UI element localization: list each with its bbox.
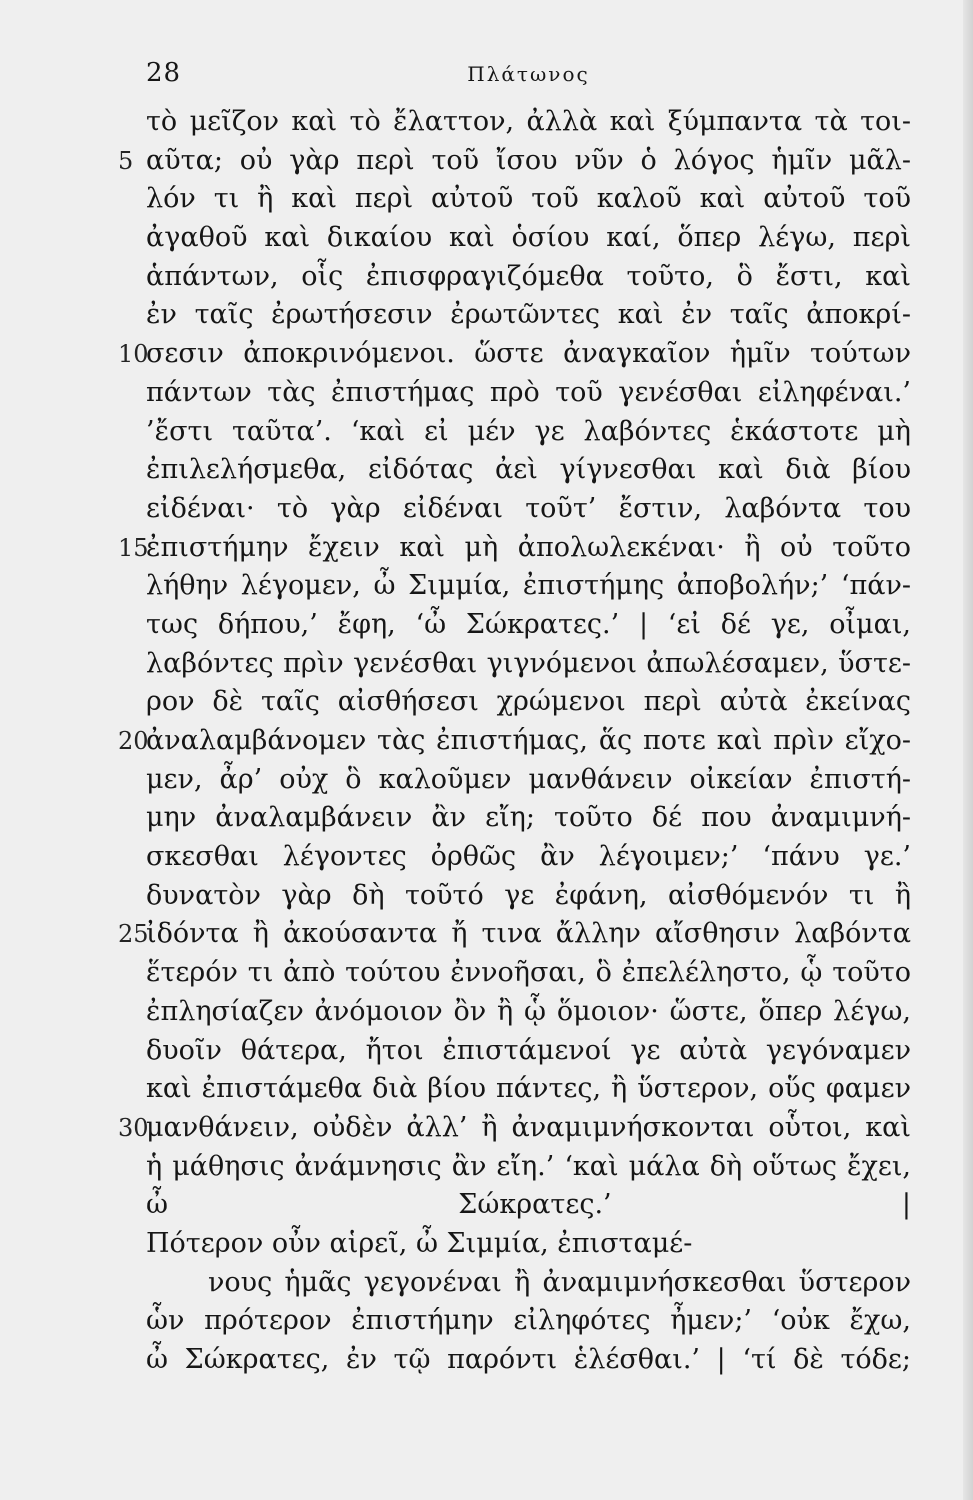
text-line — [146, 761, 911, 800]
line-text: μεν, ἆρ’ οὐχ ὃ καλοῦμεν μανθάνειν οἰκείαν ἐπιστή- — [146, 763, 911, 795]
text-line — [146, 1148, 911, 1187]
text-line — [146, 799, 911, 838]
text-line — [146, 374, 911, 413]
line-text: ἁπάντων, οἷς ἐπισφραγιζόμεθα τοῦτο, ὃ ἔστι, καὶ — [146, 260, 911, 292]
text-line — [146, 1225, 911, 1264]
line-text: ἰδόντα ἢ ἀκούσαντα ἤ τινα ἄλλην αἴσθησιν λαβόντα — [146, 918, 911, 950]
text-line — [146, 258, 911, 297]
text-line — [146, 1302, 911, 1341]
text-line — [146, 683, 911, 722]
line-number: 30 — [118, 1113, 149, 1142]
line-number: 20 — [118, 727, 149, 755]
line-text: αῦτα; οὐ γὰρ περὶ τοῦ ἴσου νῦν ὁ λόγος ἡμῖν μᾶλ- — [146, 144, 911, 176]
text-line — [118, 1109, 911, 1148]
line-text: δυοῖν θάτερα, ἤτοι ἐπιστάμενοί γε αὐτὰ γεγόναμεν — [146, 1034, 911, 1066]
text-line — [146, 877, 911, 916]
line-text: ἐν ταῖς ἐρωτήσεσιν ἐρωτῶντες καὶ ἐν ταῖς ἀποκρί- — [146, 299, 911, 331]
text-line — [146, 1380, 911, 1419]
text-line — [118, 529, 911, 568]
text-line — [146, 219, 911, 258]
line-number: 5 — [118, 146, 134, 175]
line-text: σκεσθαι λέγοντες ὀρθῶς ἂν λέγοιμεν;’ ‘πάνυ γε.’ — [146, 841, 911, 873]
page-edge-shadow — [963, 0, 973, 1500]
text-line — [146, 1070, 911, 1109]
line-text: ἀγαθοῦ καὶ δικαίου καὶ ὁσίου καί, ὅπερ λέγω, περὶ — [146, 222, 911, 254]
line-text: ἡ μάθησις ἀνάμνησις ἂν εἴη.’ ‘καὶ μάλα δὴ οὕτως ἔχει, — [146, 1150, 911, 1182]
text-line — [118, 335, 911, 374]
text-line — [146, 490, 911, 529]
text-line — [146, 296, 911, 335]
text-line — [118, 915, 911, 954]
line-text: εἰδέναι· τὸ γὰρ εἰδέναι τοῦτ’ ἔστιν, λαβόντα του — [146, 492, 911, 524]
line-text: λήθην λέγομεν, ὦ Σιμμία, ἐπιστήμης ἀποβολήν;’ ‘πάν- — [146, 570, 911, 602]
line-text: τὸ μεῖζον καὶ τὸ ἔλαττον, ἀλλὰ καὶ ξύμπαντα τὰ τοι- — [146, 106, 911, 137]
text-line — [146, 180, 911, 219]
text-line — [146, 413, 911, 452]
line-text: σεσιν ἀποκρινόμενοι. ὥστε ἀναγκαῖον ἡμῖν τούτων — [146, 338, 911, 370]
line-number: 10 — [118, 340, 149, 369]
running-title: Πλάτωνος — [467, 62, 590, 86]
text-line — [146, 993, 911, 1032]
text-line — [118, 722, 911, 761]
line-text: Πότερον οὖν αἱρεῖ, ὦ Σιμμία, ἐπισταμέ- — [146, 1227, 693, 1259]
line-text: δυνατὸν γὰρ δὴ τοῦτό γε ἐφάνη, αἰσθόμενόν τι ἢ — [146, 879, 911, 911]
line-text: νους ἡμᾶς γεγονέναι ἢ ἀναμιμνήσκεσθαι ὕστερον — [208, 1266, 911, 1298]
text-line — [146, 838, 911, 877]
line-text: ὦ Σώκρατες, ἐν τῷ παρόντι ἑλέσθαι.’ | ‘τί δὲ τόδε; — [146, 1344, 911, 1375]
line-text: ἀναλαμβάνομεν τὰς ἐπιστήμας, ἅς ποτε καὶ πρὶν εἴχο- — [146, 725, 911, 756]
line-text: ἐπλησίαζεν ἀνόμοιον ὂν ἢ ᾧ ὅμοιον· ὥστε, ὅπερ λέγω, — [146, 995, 911, 1027]
line-text: πάντων τὰς ἐπιστήμας πρὸ τοῦ γενέσθαι εἰληφέναι.’ — [146, 376, 911, 408]
text-line — [146, 954, 911, 993]
text-line — [146, 645, 911, 684]
greek-text-block — [118, 103, 911, 1418]
text-line — [146, 451, 911, 490]
line-text: λαβόντες πρὶν γενέσθαι γιγνόμενοι ἀπωλέσαμεν, ὕστε- — [146, 647, 911, 679]
text-line — [146, 567, 911, 606]
text-line — [146, 1341, 911, 1380]
line-text: ὧν πρότερον ἐπιστήμην εἰληφότες ἦμεν;’ ‘οὐκ ἔχω, — [146, 1305, 911, 1337]
line-text: ἕτερόν τι ἀπὸ τούτου ἐννοῆσαι, ὃ ἐπελέληστο, ᾧ τοῦτο — [146, 957, 911, 989]
line-number: 25 — [118, 920, 149, 949]
page-number: 28 — [146, 58, 182, 88]
line-text: καὶ ἐπιστάμεθα διὰ βίου πάντες, ἢ ὕστερον, οὕς φαμεν — [146, 1073, 911, 1105]
line-text: λόν τι ἢ καὶ περὶ αὐτοῦ τοῦ καλοῦ καὶ αὐτοῦ τοῦ — [146, 183, 911, 215]
text-line — [146, 1186, 911, 1225]
line-text: τως δήπου,’ ἔφη, ‘ὦ Σώκρατες.’ | ‘εἰ δέ γε, οἶμαι, — [146, 608, 911, 640]
line-text: ’ἔστι ταῦτα’. ‘καὶ εἰ μέν γε λαβόντες ἑκάστοτε μὴ — [146, 415, 911, 447]
line-text: μανθάνειν, οὐδὲν ἀλλ’ ἢ ἀναμιμνήσκονται οὗτοι, καὶ — [146, 1111, 911, 1143]
line-text: ρον δὲ ταῖς αἰσθήσεσι χρώμενοι περὶ αὐτὰ ἐκείνας — [146, 686, 911, 718]
text-line — [146, 1032, 911, 1071]
line-text: ἐπιλελήσμεθα, εἰδότας ἀεὶ γίγνεσθαι καὶ διὰ βίου — [146, 454, 911, 486]
text-line — [146, 606, 911, 645]
text-line — [146, 103, 911, 142]
line-text: μην ἀναλαμβάνειν ἂν εἴη; τοῦτο δέ που ἀναμιμνή- — [146, 802, 911, 834]
page-header — [146, 58, 911, 98]
line-number: 15 — [118, 533, 149, 562]
text-line — [118, 142, 911, 181]
line-text: ἐπιστήμην ἔχειν καὶ μὴ ἀπολωλεκέναι· ἢ οὐ τοῦτο — [146, 531, 911, 563]
section-start-line — [146, 1264, 911, 1303]
line-text: ὦ Σώκρατες.’ | — [146, 1189, 911, 1221]
